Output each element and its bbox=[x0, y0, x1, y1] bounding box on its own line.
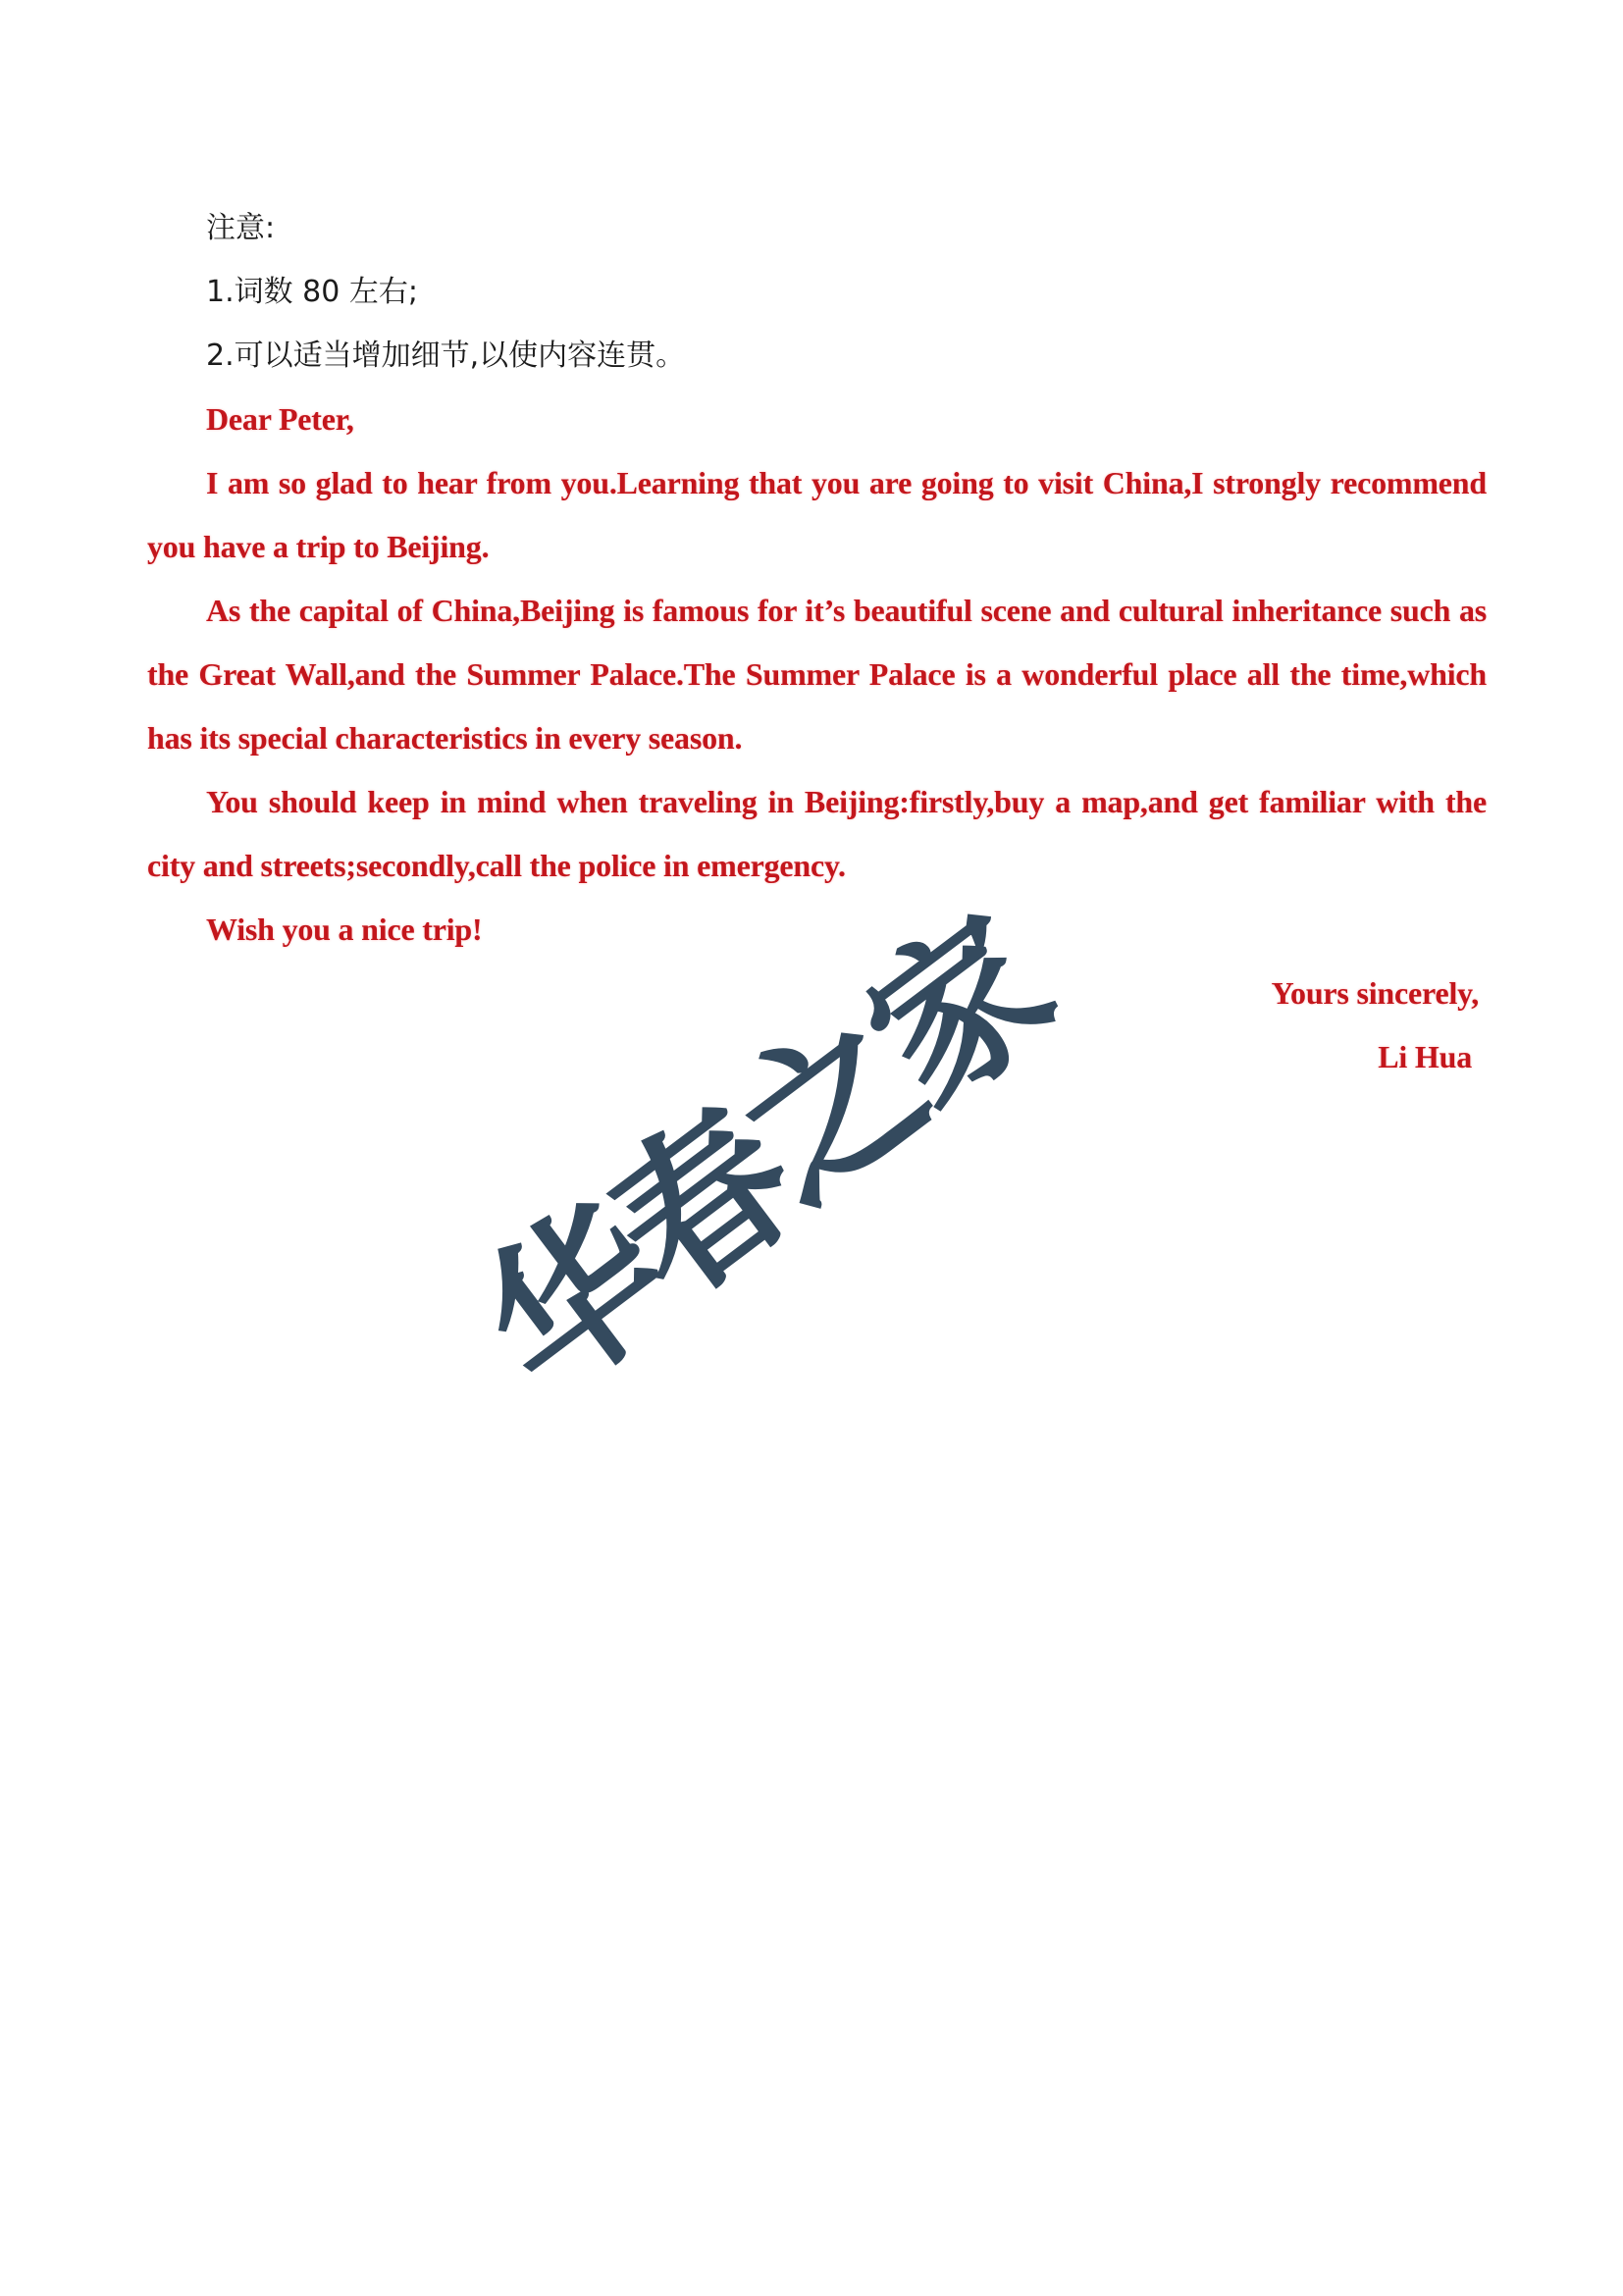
notice-block bbox=[147, 196, 1487, 388]
letter-signature: Li Hua bbox=[1378, 1039, 1472, 1074]
notice-item-details: 2.可以适当增加细节,以使内容连贯。 bbox=[206, 339, 686, 373]
letter-body bbox=[147, 388, 1487, 1089]
letter-salutation: Dear Peter, bbox=[206, 401, 354, 437]
letter-signoff: Yours sincerely, bbox=[1271, 975, 1479, 1011]
letter-closing: Wish you a nice trip! bbox=[206, 912, 483, 947]
notice-item-word-count: 1.词数 80 左右; bbox=[206, 275, 418, 309]
letter-paragraph-2: As the capital of China,Beijing is famous for it’s beautiful scene and cultural inheritance such as the Great Wall,and the Summer Palace.The Summer Palace is a wonderful place all the time,which has its special characteristics in every season. bbox=[147, 593, 1487, 756]
letter-content bbox=[147, 196, 1487, 1089]
letter-paragraph-1: I am so glad to hear from you.Learning that you are going to visit China,I strongly recommend you have a trip to Beijing. bbox=[147, 465, 1487, 564]
letter-paragraph-3: You should keep in mind when traveling in Beijing:firstly,buy a map,and get familiar with the city and streets;secondly,call the police in emergency. bbox=[147, 784, 1487, 883]
site-watermark: 华春之家 bbox=[448, 887, 1080, 1433]
notice-title: 注意: bbox=[206, 211, 276, 245]
